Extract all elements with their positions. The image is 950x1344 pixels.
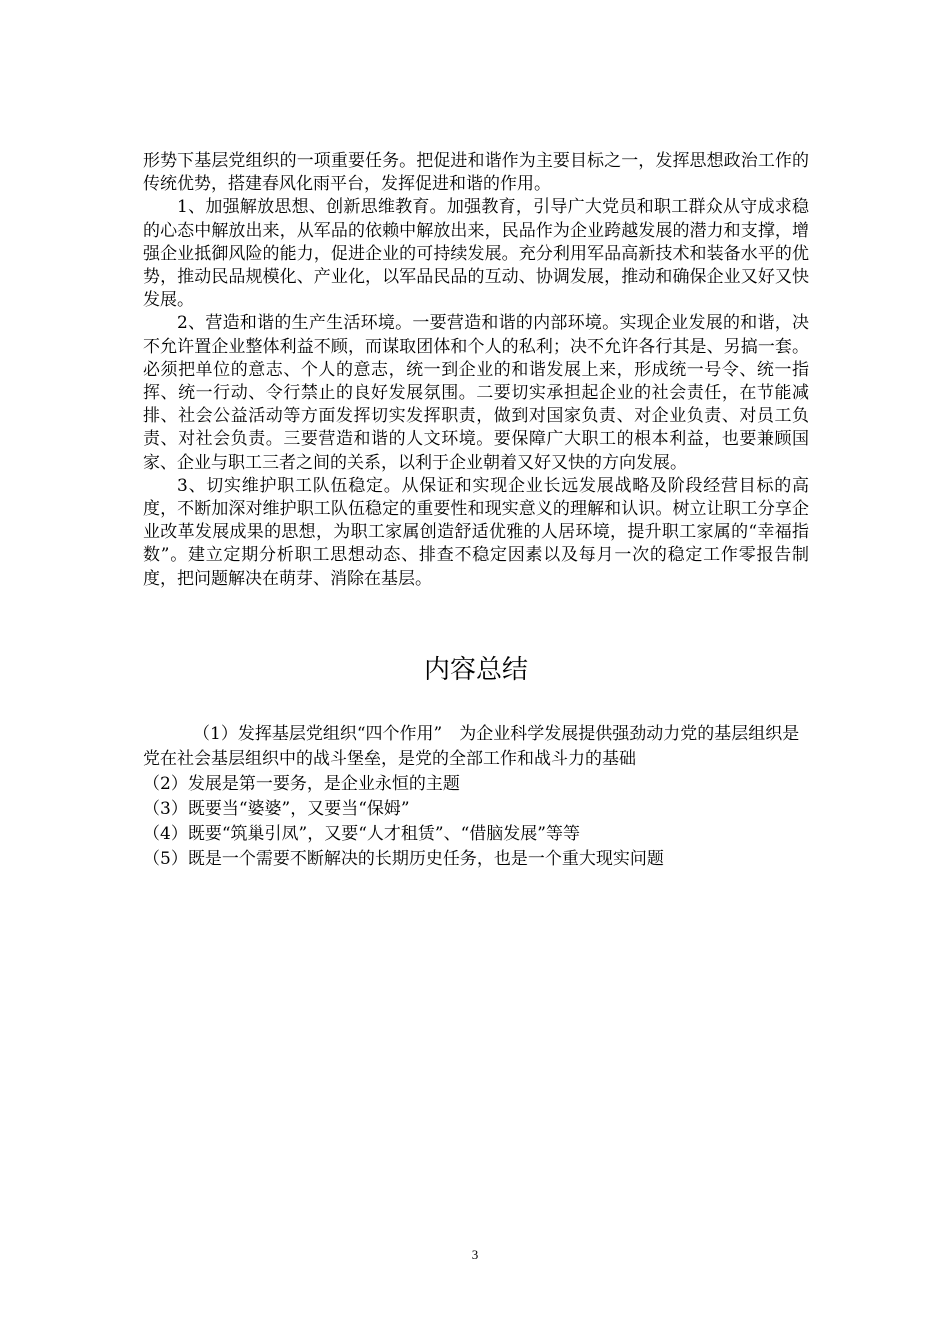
- summary-item-1: （1）发挥基层党组织“四个作用” 为企业科学发展提供强劲动力党的基层组织是党在社会基层组织中的战斗堡垒，是党的全部工作和战斗力的基础: [143, 724, 800, 769]
- summary-item-3: （3）既要当“婆婆”，又要当“保姆”: [143, 799, 410, 819]
- summary-list: [143, 722, 809, 872]
- body-text: [143, 150, 809, 591]
- summary-item-5: （5）既是一个需要不断解决的长期历史任务，也是一个重大现实问题: [143, 849, 664, 869]
- paragraph-continuation: 形势下基层党组织的一项重要任务。把促进和谐作为主要目标之一，发挥思想政治工作的传统优势，搭建春风化雨平台，发挥促进和谐的作用。: [143, 151, 809, 195]
- paragraph-2: 2、营造和谐的生产生活环境。一要营造和谐的内部环境。实现企业发展的和谐，决不允许置企业整体利益不顾，而谋取团体和个人的私利；决不允许各行其是、另搞一套。必须把单位的意志、个人的意志，统一到企业的和谐发展上来，形成统一号令、统一指挥、统一行动、令行禁止的良好发展氛围。二要切实承担起企业的社会责任，在节能减排、社会公益活动等方面发挥切实发挥职责，做到对国家负责、对企业负责、对员工负责、对社会负责。三要营造和谐的人文环境。要保障广大职工的根本利益，也要兼顾国家、企业与职工三者之间的关系，以利于企业朝着又好又快的方向发展。: [143, 313, 809, 473]
- summary-heading: 内容总结: [423, 655, 528, 685]
- paragraph-3: 3、切实维护职工队伍稳定。从保证和实现企业长远发展战略及阶段经营目标的高度，不断加深对维护职工队伍稳定的重要性和现实意义的理解和认识。树立让职工分享企业改革发展成果的思想，为职工家属创造舒适优雅的人居环境，提升职工家属的“幸福指数”。建立定期分析职工思想动态、排查不稳定因素以及每月一次的稳定工作零报告制度，把问题解决在萌芽、消除在基层。: [143, 475, 809, 589]
- page-number: 3: [471, 1247, 479, 1262]
- summary-item-4: （4）既要“筑巢引凤”，又要“人才租赁”、“借脑发展”等等: [143, 824, 580, 844]
- paragraph-1: 1、加强解放思想、创新思维教育。加强教育，引导广大党员和职工群众从守成求稳的心态中解放出来，从军品的依赖中解放出来，民品作为企业跨越发展的潜力和支撑，增强企业抵御风险的能力，促进企业的可持续发展。充分利用军品高新技术和装备水平的优势，推动民品规模化、产业化，以军品民品的互动、协调发展，推动和确保企业又好又快发展。: [143, 197, 809, 311]
- summary-item-2: （2）发展是第一要务，是企业永恒的主题: [143, 774, 460, 794]
